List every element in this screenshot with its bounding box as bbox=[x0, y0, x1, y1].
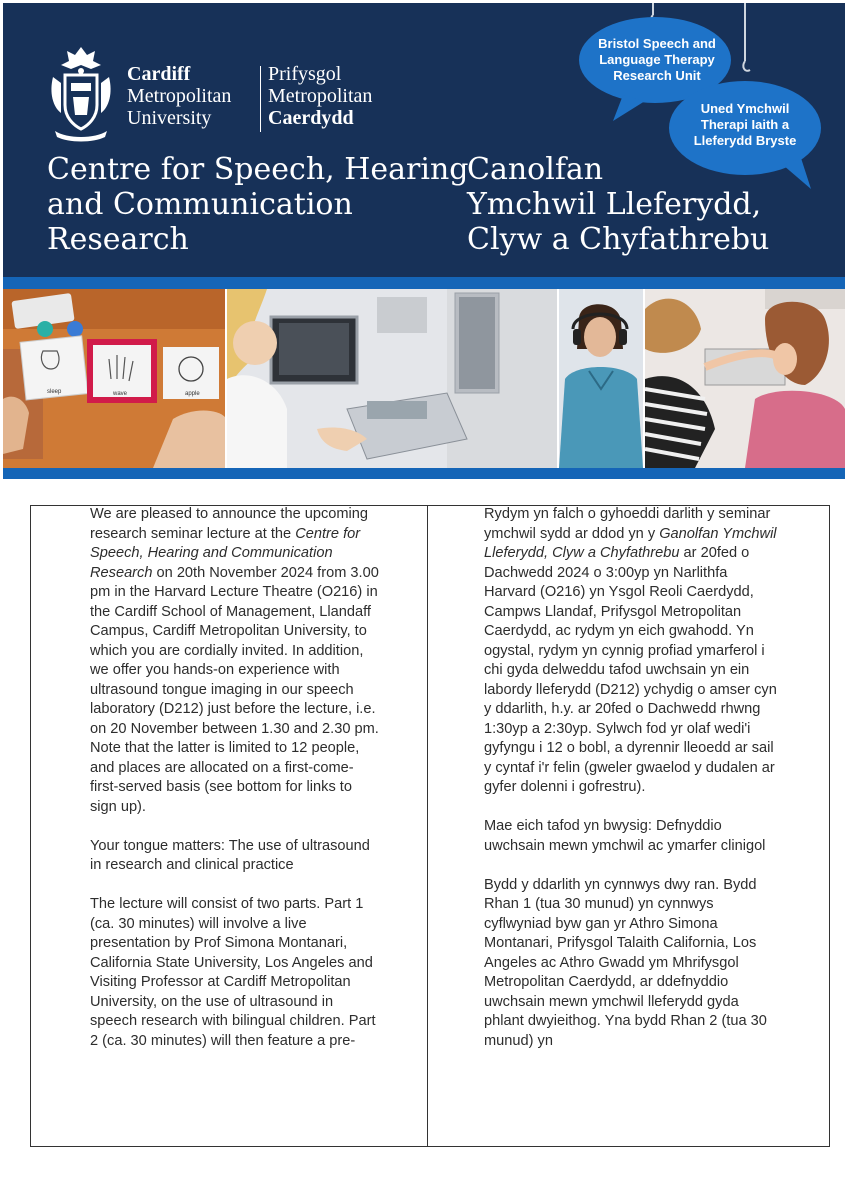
uni-name-en-2: Metropolitan bbox=[127, 85, 232, 107]
bubble-en-line-3: Research Unit bbox=[613, 68, 701, 83]
photo-headphones-participant bbox=[559, 289, 643, 468]
card-label-wave: wave bbox=[113, 391, 128, 397]
english-column bbox=[90, 505, 380, 1051]
university-crest-logo bbox=[47, 43, 115, 143]
welsh-date: 20fed o Dachwedd 2024 bbox=[484, 545, 750, 581]
uni-name-cy-1: Prifysgol bbox=[268, 63, 342, 85]
photo-picture-cards bbox=[3, 289, 225, 468]
bubble-en-line-1: Bristol Speech and bbox=[598, 36, 716, 51]
bubble-cy-line-2: Therapi Iaith a bbox=[700, 117, 790, 132]
uni-name-divider bbox=[260, 66, 261, 132]
centre-title-cy-3: Clyw a Chyfathrebu bbox=[467, 222, 770, 257]
english-lecture-description: The lecture will consist of two parts. Part 1 (ca. 30 minutes) will involve a live presentation by Prof Simona Montanari, California State University, Los Angeles and Visiting Professor at Cardiff Metropolitan University, on the use of ultrasound in speech research with bilingual children. Part 2 (ca. 30 minutes) will then feature a pre- bbox=[90, 896, 376, 1049]
welsh-column bbox=[484, 505, 780, 1051]
english-date: 20th November 2024 bbox=[176, 564, 314, 581]
card-label-sleep: sleep bbox=[47, 389, 62, 395]
uni-name-en-3: University bbox=[127, 107, 212, 129]
photo-audiology-equipment bbox=[227, 289, 557, 468]
welsh-intro-paragraph: Rydym yn falch o gyhoeddi darlith y seminar ymchwil sydd ar ddod yn y Ganolfan Ymchwil Lleferydd, Clyw a Chyfathrebu ar 20fed o Dachwedd 2024 o 3:00yp yn Narlithfa Harvard (O216) yn Ysgol Reoli Caerdydd, Campws Llandaf, Prifysgol Metropolitan Caerdydd, ac rydym yn eich gwahodd. Yn ogystal, rydym yn cynnig profiad ymarferol i chi gyda delweddu tafod uwchsain yn ein labordy lleferydd (D212) ychydig o amser cyn y ddarlith, h.y. ar 20fed o Dachwedd rhwng 1:30yp a 2:30yp. Sylwch fod yr olaf wedi'i gyfyngu i 12 o bobl, a dyrennir lleoedd ar sail y cyntaf i'r felin (gweler gwaelod y dudalen ar gyfer dolenni i gofrestru). bbox=[484, 506, 777, 795]
photo-blue-strip bbox=[3, 468, 845, 479]
column-divider bbox=[427, 505, 428, 1146]
uni-name-cy-3: Caerdydd bbox=[268, 107, 354, 129]
card-label-apple: apple bbox=[185, 391, 200, 397]
centre-title-cy-2: Ymchwil Lleferydd, bbox=[467, 187, 762, 222]
bubble-cy-line-1: Uned Ymchwil bbox=[700, 101, 790, 116]
bubble-en-line-2: Language Therapy bbox=[599, 52, 715, 67]
english-lecture-title: Your tongue matters: The use of ultrasound in research and clinical practice bbox=[90, 837, 370, 873]
centre-title-cy-1: Canolfan bbox=[467, 152, 604, 187]
welsh-lecture-title: Mae eich tafod yn bwysig: Defnyddio uwchsain mewn ymchwil ac ymarfer clinigol bbox=[484, 818, 766, 854]
bubble-cy-line-3: Lleferydd Bryste bbox=[693, 133, 797, 148]
photo-ear-examination bbox=[645, 289, 845, 468]
centre-title-en-2: and Communication bbox=[47, 187, 353, 222]
header-blue-strip bbox=[3, 277, 845, 289]
english-centre-name: Centre for Speech, Hearing and Communication Research bbox=[90, 525, 361, 581]
uni-name-en-1: Cardiff bbox=[127, 63, 191, 85]
centre-title-en-3: Research bbox=[47, 222, 189, 257]
centre-title-en-1: Centre for Speech, Hearing bbox=[47, 152, 469, 187]
english-intro-paragraph: We are pleased to announce the upcoming research seminar lecture at the Centre for Speech, Hearing and Communication Research on 20th November 2024 from 3.00 pm in the Harvard Lecture Theatre (O216) in the Cardiff School of Management, Llandaff Campus, Cardiff Metropolitan University, to which you are cordially invited. In addition, we offer you hands-on experience with ultrasound tongue imaging in our speech laboratory (D212) just before the lecture, i.e. on 20 November between 1.30 and 2.30 pm. Note that the latter is limited to 12 people, and places are allocated on a first-come-first-served basis (see bottom for links to sign up). bbox=[90, 506, 379, 815]
header-banner bbox=[3, 3, 845, 277]
welsh-lecture-description: Bydd y ddarlith yn cynnwys dwy ran. Bydd Rhan 1 (tua 30 munud) yn cynnwys cyflwyniad byw gan yr Athro Simona Montanari, Prifysgol Talaith California, Los Angeles ac Athro Gwadd ym Mhrifysgol Metropolitan Caerdydd, ar ddefnyddio uwchsain mewn ymchwil lleferydd gyda phlant dwyieithog. Yna bydd Rhan 2 (tua 30 munud) yn bbox=[484, 876, 767, 1049]
welsh-centre-name: Ganolfan Ymchwil Lleferydd, Clyw a Chyfathrebu bbox=[484, 525, 777, 561]
uni-name-cy-2: Metropolitan bbox=[268, 85, 373, 107]
